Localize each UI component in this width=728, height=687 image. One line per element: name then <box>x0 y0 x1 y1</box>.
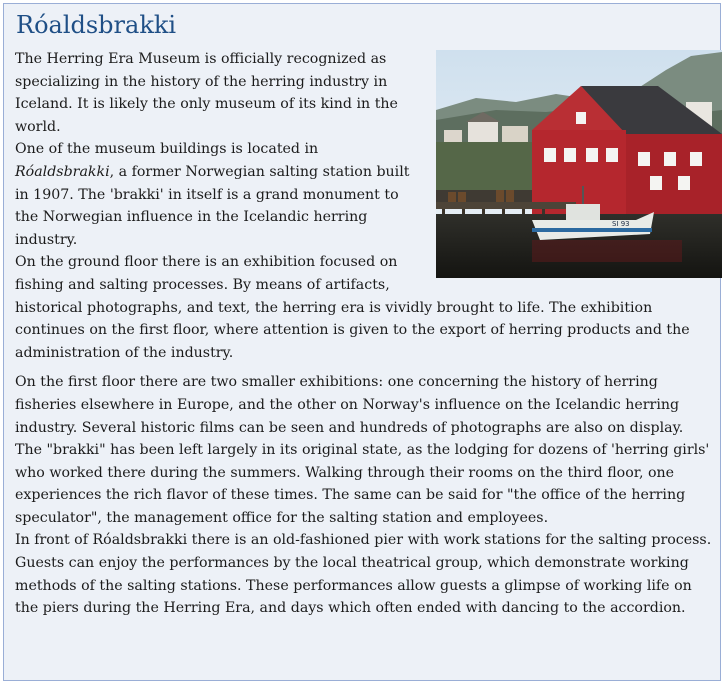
page-title: Róaldsbrakki <box>16 11 177 39</box>
paragraph-first-floor: On the first floor there are two smaller exhibitions: one concerning the history of herring fisheries elsewhere in Europe, and the other on Norway's influence on the Icelandic herring industry. Several historic films can be seen and hundreds of photographs are also on display. <box>15 374 684 436</box>
article-body <box>15 48 717 620</box>
paragraph-ground-floor: On the ground floor there is an exhibition focused on fishing and salting processes. By means of artifacts, historical photographs, and text, the herring era is vividly brought to life. The exhibition continues on the first floor, where attention is given to the export of herring products and the administration of the industry. <box>15 254 690 361</box>
building-name: Róaldsbrakki <box>15 163 110 180</box>
svg-text:SI 93: SI 93 <box>612 220 630 228</box>
article-panel <box>3 3 721 681</box>
paragraph-brakki: The "brakki" has been left largely in its original state, as the lodging for dozens of 'herring girls' who worked there during the summers. Walking through their rooms on the third floor, one experiences the rich flavor of these times. The same can be said for "the office of the herring speculator", the management office for the salting station and employees. <box>15 442 710 526</box>
paragraph-intro: The Herring Era Museum is officially recognized as specializing in the history of the herring industry in Iceland. It is likely the only museum of its kind in the world. <box>15 51 398 135</box>
roaldsbrakki-photo <box>436 50 722 278</box>
paragraph-building: One of the museum buildings is located in Róaldsbrakki, a former Norwegian salting station built in 1907. The 'brakki' in itself is a grand monument to the Norwegian influence in the Icelandic herring industry. <box>15 141 410 248</box>
paragraph-pier: In front of Róaldsbrakki there is an old-fashioned pier with work stations for the salting process. Guests can enjoy the performances by the local theatrical group, which demonstrate working methods of the salting stations. These performances allow guests a glimpse of working life on the piers during the Herring Era, and days which often ended with dancing to the accordion. <box>15 532 712 617</box>
